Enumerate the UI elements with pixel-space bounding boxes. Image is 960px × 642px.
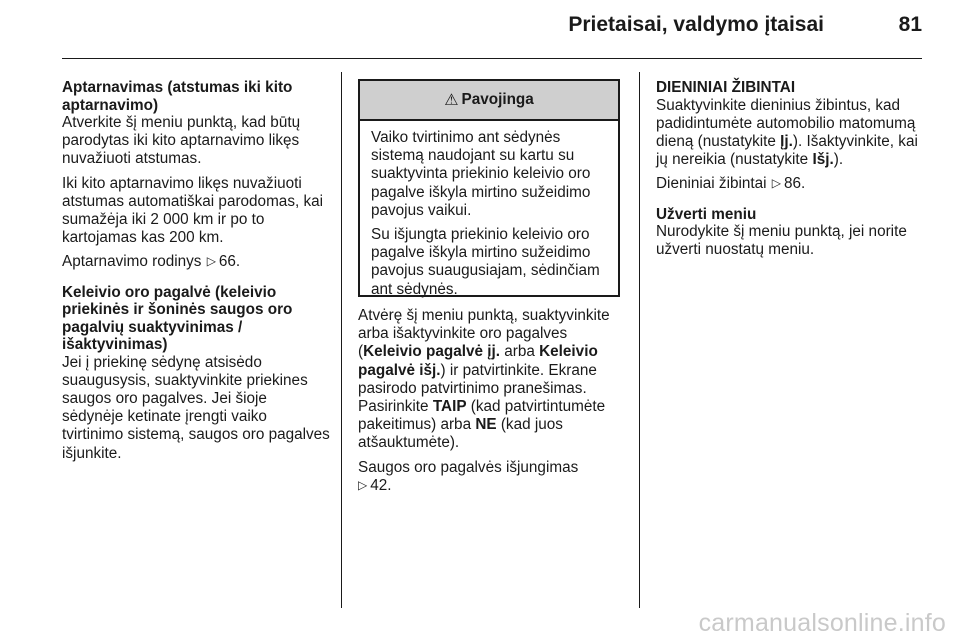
airbag-instructions [358, 307, 628, 453]
daytime-lights-heading: DIENINIAI ŽIBINTAI [656, 79, 796, 96]
column-divider-1 [341, 72, 342, 608]
menu-option-airbag-on: Keleivio pagalvė įj. [363, 343, 500, 361]
setting-off: Išj. [812, 151, 834, 169]
warning-paragraph-1: Vaiko tvirtinimo ant sėdynės sistemą naudojant su kartu su suaktyvinta priekinio keleivio oro pagalve iškyla mirtino sužeidimo pavojus vaikui. [371, 129, 591, 219]
text-run: ). [833, 151, 844, 169]
danger-warning-box [358, 79, 620, 297]
page-reference-icon: ▷ [358, 477, 368, 492]
service-heading: Aptarnavimas (atstumas iki kito aptarnavimo) [62, 79, 293, 114]
warning-title: Pavojinga [461, 91, 534, 108]
reference-page: 66. [218, 253, 241, 271]
reference-text: Dieniniai žibintai [656, 175, 767, 193]
option-no: NE [475, 416, 497, 434]
column-middle [358, 307, 628, 495]
service-paragraph-2: Iki kito aptarnavimo likęs nuvažiuoti atstumas automatiškai parodomas, kai sumažėja iki 2 000 km ir po to kartojamas kas 200 km. [62, 174, 324, 247]
column-right [656, 79, 926, 259]
reference-text: Aptarnavimo rodinys [62, 253, 202, 271]
close-menu-heading: Užverti meniu [656, 205, 757, 223]
text-run: (kad juos atšauktumėte). [358, 416, 563, 452]
close-menu-paragraph: Nurodykite šį meniu punktą, jei norite užverti nuostatų meniu. [656, 223, 907, 259]
airbag-paragraph: Jei į priekinę sėdynę atsisėdo suaugusysis, suaktyvinkite priekines saugos oro pagalves. Jei šioje sėdynėje ketinate įrengti vaiko tvirtinimo sistemą, saugos oro pagalves išjunkite. [62, 353, 330, 462]
text-run: arba [500, 343, 540, 361]
page-number: 81 [898, 13, 922, 36]
reference-page: 86. [784, 175, 806, 193]
daytime-lights-paragraph [656, 97, 926, 170]
text-run: Atvėrę šį meniu punktą, suaktyvinkite arba išaktyvinkite oro pagalves ( [358, 307, 610, 361]
text-run: (kad patvirtintumėte pakeitimus) arba [358, 398, 606, 434]
reference-page: 42. [370, 476, 392, 494]
option-yes: TAIP [432, 398, 467, 416]
warning-triangle-icon: ⚠ [444, 92, 459, 109]
warning-paragraph-2: Su išjungta priekinio keleivio oro pagalve iškyla mirtino sužeidimo pavojus suaugusiajam, sėdinčiam ant sėdynės. [371, 226, 600, 298]
text-run: ). Išaktyvinkite, kai jų nereikia (nustatykite [656, 132, 918, 169]
airbag-heading: Keleivio oro pagalvė (keleivio priekinės ir šoninės saugos oro pagalvių suaktyvinimas / išaktyvinimas) [62, 283, 293, 354]
airbag-deactivation-reference [358, 459, 628, 495]
text-run: ) ir patvirtinkite. Ekrane pasirodo patvirtinimo pranešimas. Pasirinkite [358, 361, 597, 416]
page-reference-icon: ▷ [206, 254, 216, 269]
service-paragraph-1: Atverkite šį meniu punktą, kad būtų parodytas iki kito aptarnavimo likęs nuvažiuoti atstumas. [62, 114, 301, 168]
reference-text: Saugos oro pagalvės išjungimas [358, 458, 579, 476]
watermark: carmanualsonline.info [698, 609, 946, 637]
text-run: Suaktyvinkite dieninius žibintus, kad padidintumėte automobilio matomumą dieną (nustatykite [656, 96, 916, 150]
header-divider [62, 58, 922, 59]
column-left [62, 79, 332, 463]
column-divider-2 [639, 72, 640, 608]
warning-body [360, 121, 618, 299]
warning-header [360, 81, 618, 121]
menu-option-airbag-off: Keleivio pagalvė išj. [358, 343, 598, 379]
setting-on: Įj. [780, 132, 793, 150]
service-display-reference [62, 253, 332, 271]
page-title: Prietaisai, valdymo įtaisai [568, 13, 824, 36]
daytime-lights-reference [656, 175, 926, 193]
page-reference-icon: ▷ [771, 176, 782, 191]
